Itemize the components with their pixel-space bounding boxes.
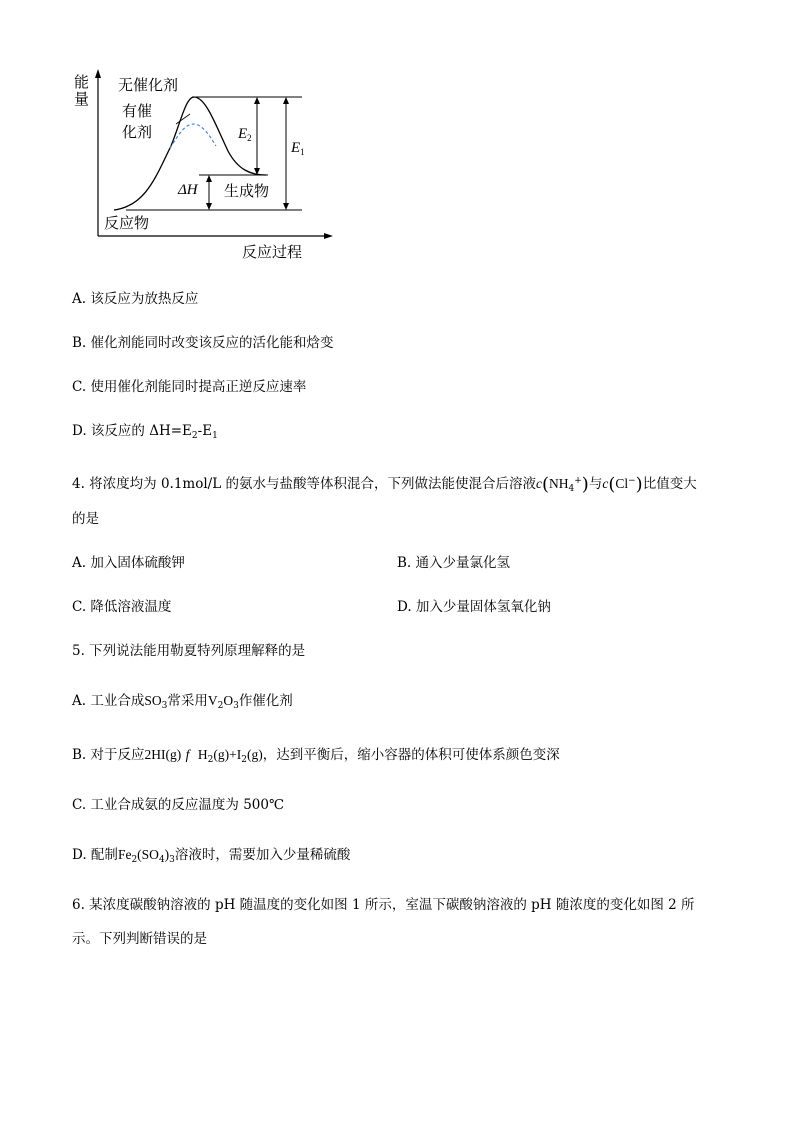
energy-diagram-svg	[66, 66, 336, 266]
q4-option-a: A. 加入固体硫酸钾	[72, 555, 185, 571]
e1-label: $E_1$	[291, 140, 305, 157]
q5-option-d: D. 配制$Fe_2(SO_4)_3$溶液时，需要加入少量稀硫酸	[72, 847, 351, 865]
x-axis-label: 反应过程	[242, 243, 303, 261]
q4-option-c: C. 降低溶液温度	[72, 599, 172, 615]
catalyst-label-2: 化剂	[122, 123, 153, 141]
no-catalyst-label: 无催化剂	[118, 76, 179, 94]
q3-option-a: A. 该反应为放热反应	[72, 291, 199, 307]
dh-label: ΔH	[178, 182, 198, 198]
q4-option-b: B. 通入少量氯化氢	[397, 555, 511, 571]
q5-stem: 5. 下列说法能用勒夏特列原理解释的是	[72, 643, 306, 659]
q6-stem-line1: 6. 某浓度碳酸钠溶液的 pH 随温度的变化如图 1 所示，室温下碳酸钠溶液的 pH 随浓度的变化如图 2 所	[72, 897, 695, 913]
catalyst-pointer	[176, 114, 190, 124]
product-label: 生成物	[224, 182, 270, 200]
q4-stem: 4. 将浓度均为 0.1mol/L 的氨水与盐酸等体积混合，下列做法能使混合后溶液$c(NH_4^+)$与c(Cl−)比值变大	[72, 474, 697, 495]
q6-stem-line2: 示。下列判断错误的是	[72, 931, 207, 947]
catalyst-curve	[170, 124, 216, 148]
q5-option-c: C. 工业合成氨的反应温度为 500℃	[72, 797, 285, 813]
q4-stem-line2: 的是	[72, 511, 99, 527]
q5-option-b: B. 对于反应2HI(g) f $H_2(g)+I_2(g)$，达到平衡后，缩小容器的体积可使体系颜色变深	[72, 747, 560, 765]
q4-option-d: D. 加入少量固体氢氧化钠	[397, 599, 551, 615]
x-axis-arrow	[324, 233, 333, 239]
y-axis-arrow	[95, 69, 101, 78]
reactant-label: 反应物	[104, 214, 150, 232]
e2-label: $E_2$	[238, 126, 252, 143]
y-axis-label: 能量	[74, 73, 90, 108]
energy-diagram	[66, 66, 336, 266]
catalyst-label-1: 有催	[122, 102, 153, 120]
q3-option-b: B. 催化剂能同时改变该反应的活化能和焓变	[72, 335, 334, 351]
q3-option-d: D. 该反应的 $\Delta H=E_2-E_1$	[72, 423, 218, 441]
q3-option-c: C. 使用催化剂能同时提高正逆反应速率	[72, 379, 307, 395]
q5-option-a: A. 工业合成$SO_3$常采用$V_2O_3$作催化剂	[72, 693, 293, 711]
